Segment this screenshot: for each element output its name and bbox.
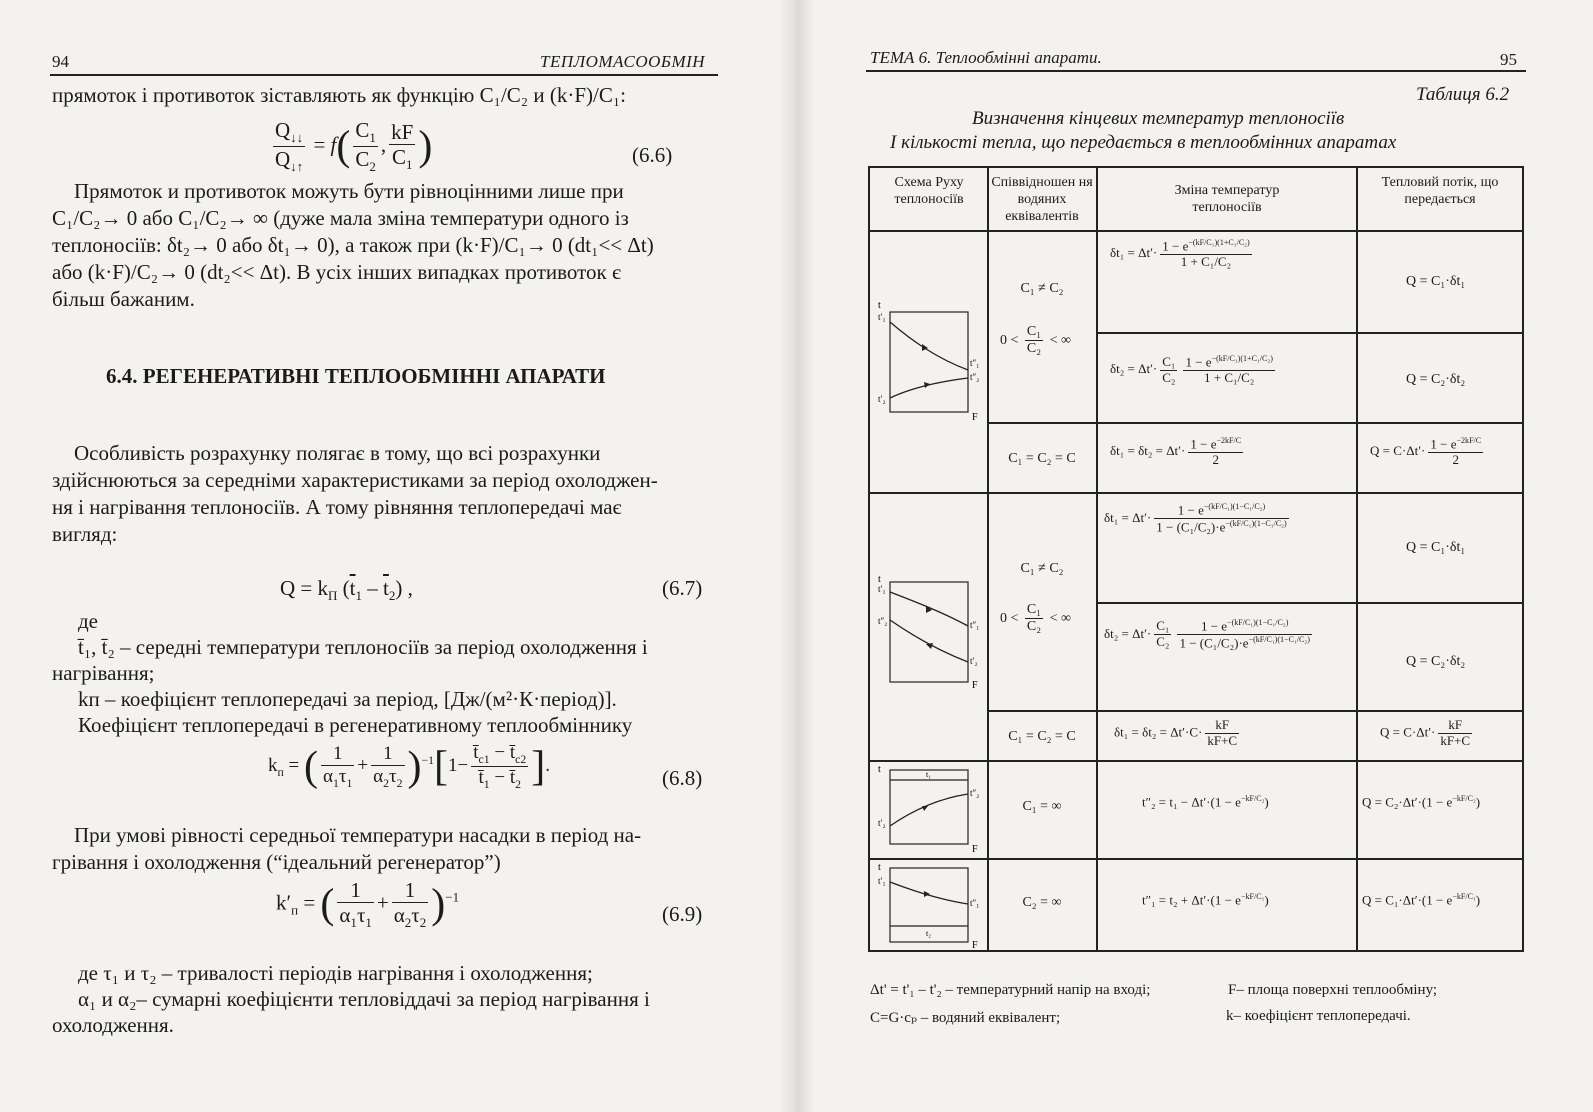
cond-equal-counter: C₁ = C₂ = C [1008,729,1076,744]
q-equal-parallel: Q = C·Δt′· $\frac{1 - e^{-2kF/C}}{2}$ [1370,436,1482,468]
paragraph-equivalence [52,178,720,313]
svg-text:t: t [878,764,881,775]
svg-text:t″₂: t″₂ [878,616,888,626]
right-page-number: 95 [1500,50,1517,69]
q-c1-dt1-parallel: Q = C₁·δt₁ [1406,274,1466,289]
formula-dt2-counter: δt₂ = Δt′· $\frac{\text{C₁}}{\text{C₂}}$ $\frac{1 - e^{-(kF/C_1)(1-C_1/C_2)}}{1 - (C_1/C_2)\cdot e^{-(kF/C_1)(1-C_1/C_2)}}$ [1104,618,1310,651]
para-line: вигляд: [52,522,118,546]
paragraph-ideal [52,822,720,876]
cond-c1-ne-c2-counter: C₁ ≠ C₂ [1020,561,1064,576]
table-hline [1096,332,1522,334]
left-page [0,0,790,1112]
q-c2-dt2-parallel: Q = C₂·δt₂ [1406,372,1466,387]
cond-c2-infinite: C₂ = ∞ [1022,895,1062,910]
table-title-line1: Визначення кінцевих температур теплоносіїв [972,108,1345,129]
footnote-k: k– коефіцієнт теплопередачі. [1226,1008,1411,1024]
table-title-line2: І кількості тепла, що передається в теплообмінних апаратах [890,132,1397,153]
definition-t: t̄₁, t̄₂ – середні температури теплоносіїв за період охолодження і [78,635,648,659]
svg-text:t: t [878,574,881,585]
svg-text:t″₁: t″₁ [970,620,980,630]
eq-number-6-9: (6.9) [662,902,703,926]
footnote-dt: Δt' = t'₁ – t'₂ – температурний напір на вході; [870,982,1151,998]
svg-text:t: t [878,862,881,873]
table-hline [987,710,1522,712]
definition-k: kп – коефіцієнт теплопередачі за період, [Дж/(м²·К·період)]. [78,687,617,711]
para-line: При умові рівності середньої температури насадки в період на- [74,823,642,847]
svg-text:F: F [972,940,978,950]
evaporating-flow-diagram [876,862,982,950]
formula-dt2-parallel: δt₂ = Δt′· $\frac{\text{C₁}}{\text{C₂}}$ $\frac{1 - e^{-(kF/C_1)(1+C_1/C_2)}}{\text{1 + C₁/C₂}}$ [1110,353,1273,386]
para-line: Особливість розрахунку полягає в тому, що всі розрахунки [74,441,601,465]
q-c1-dt1-counter: Q = C₁·δt₁ [1406,540,1466,555]
definition-tau: де τ₁ и τ₂ – тривалості періодів нагрівання і охолодження; [78,961,593,985]
definition-t-cont: нагрівання; [52,661,155,685]
formula-equal-parallel: δt₁ = δt₂ = Δt′· $\frac{1 - e^{-2kF/C}}{2}$ [1110,436,1242,468]
header-rule [50,74,718,76]
de-word-1: де [78,609,99,633]
para-line: C₁/C₂→ 0 або C₁/C₂→ ∞ (дуже мала зміна температури одного із [52,206,629,230]
para-line: здійснюються за середніми характеристиками за період охолоджен- [52,468,658,492]
table-vline [1356,168,1358,950]
para-line: або (k·F)/C₂→ 0 (dt₂<< Δt). В усіх інших випадках противоток є [52,260,621,284]
svg-text:t″₂: t″₂ [970,372,980,382]
paragraph-regenerative [52,440,720,548]
equation-6-7: $Q = k_П$ $(\overline{t}_1 - \overline{t}_2)$ , [280,576,413,604]
table-hline [870,858,1522,860]
parallel-flow-diagram [876,298,982,422]
table-hline [987,422,1522,424]
table-label: Таблиця 6.2 [1416,84,1510,105]
line-coefficient: Коефіцієнт теплопередачі в регенеративному теплообміннику [78,713,633,737]
table-hline [870,760,1522,762]
header-water-equivalents: Співвідношен ня водяних еквівалентів [991,175,1093,224]
condensing-flow-diagram [876,764,982,854]
q-equal-counter: Q = C·Δt′· $\frac{kF}{kF+C}$ [1380,717,1471,748]
counter-flow-diagram [876,572,982,690]
cond-equal-parallel: C₁ = C₂ = C [1008,451,1076,466]
svg-text:F: F [972,844,978,854]
para-line: грівання і охолодження (“ідеальний регенератор”) [52,850,501,874]
table-hline [1096,602,1522,604]
q-c2-dt2-counter: Q = C₂·δt₂ [1406,654,1466,669]
formula-equal-counter: δt₁ = δt₂ = Δt′·C· $\frac{kF}{kF+C}$ [1114,717,1238,748]
footnote-f: F– площа поверхні теплообміну; [1228,982,1438,998]
intro-line: прямоток і противоток зіставляють як функцію C₁/C₂ и (k·F)/C₁: [52,83,627,107]
para-line: більш бажаним. [52,287,195,311]
equation-6-6: $\frac{Q_{↓↓}}{Q_{↓↑}}$ = f( $\frac{C_1}{C_2}$ , $\frac{kF}{C_1}$ ) [275,118,433,175]
equation-6-8: $k_п$ = ( $\frac{1}{\alpha_1\tau_1}$ + $\frac{1}{\alpha_2\tau_2}$ )$^{-1}$[1− $\frac{t̄_{c1} - t̄_{c2}}{t̄_1 - t̄_2}$ ]. [268,742,551,792]
section-heading: 6.4. РЕГЕНЕРАТИВНІ ТЕПЛООБМІННІ АПАРАТИ [106,364,606,388]
right-header-rule [866,70,1526,72]
svg-text:t: t [878,300,881,311]
para-line: ня і нагрівання теплоносіїв. А тому рівняння теплопередачі має [52,495,622,519]
svg-text:t₁: t₁ [926,770,932,779]
cond-ratio-range: 0 < $\frac{\text{C₁}}{\text{C₂}}$ < ∞ [1000,324,1072,357]
eq-number-6-6: (6.6) [632,143,673,167]
table-hline [870,492,1522,494]
eq-number-6-7: (6.7) [662,576,703,600]
q-c1-infinite: $Q = C_2\cdot\Delta t'\cdot(1 - e^{-kF/C_2})$ [1362,794,1481,810]
table-hline [870,230,1522,232]
header-temperature-change: Зміна температур теплоносіїв [1174,183,1280,215]
cond-c1-infinite: C₁ = ∞ [1022,799,1062,814]
svg-text:t′₁: t′₁ [878,312,886,322]
svg-text:t″₁: t″₁ [970,358,980,368]
cond-ratio-range-counter: 0 < $\frac{\text{C₁}}{\text{C₂}}$ < ∞ [1000,602,1072,635]
svg-text:F: F [972,680,978,690]
running-header: ТЕПЛОМАСООБМІН [540,52,706,71]
header-heat-flow: Тепловий потік, що передається [1381,175,1499,207]
cond-c1-ne-c2: C₁ ≠ C₂ [1020,281,1064,296]
formula-t2-final: $t''_2 = t_1 - \Delta t'\cdot(1 - e^{-kF/C_2})$ [1142,794,1269,810]
footnote-c: C=G·cₚ – водяний еквівалент; [870,1010,1061,1026]
svg-text:t′₁: t′₁ [878,584,886,594]
eq-number-6-8: (6.8) [662,766,703,790]
svg-text:t′₂: t′₂ [878,818,886,828]
svg-text:t₂: t₂ [926,929,932,938]
definition-alpha-cont: охолодження. [52,1013,174,1037]
formula-t1-final: $t''_1 = t_2 + \Delta t'\cdot(1 - e^{-kF/C_1})$ [1142,892,1269,908]
svg-text:F: F [972,412,978,422]
svg-text:t′₁: t′₁ [878,876,886,886]
q-c2-infinite: $Q = C_1\cdot\Delta t'\cdot(1 - e^{-kF/C_1})$ [1362,892,1481,908]
temperature-table [868,166,1524,952]
svg-text:t″₂: t″₂ [970,788,980,798]
equation-6-9: $k'_п$ = ( $\frac{1}{\alpha_1\tau_1}$ + $\frac{1}{\alpha_2\tau_2}$ )$^{-1}$ [276,878,460,931]
svg-text:t′₂: t′₂ [970,656,978,666]
para-line: теплоносіїв: δt₂→ 0 або δt₁→ 0), а також при (k·F)/C₁→ 0 (dt₁<< Δt) [52,233,654,257]
definition-alpha: α₁ и α₂– сумарні коефіцієнти тепловіддачі за період нагрівання і [78,987,650,1011]
para-line: Прямоток и противоток можуть бути рівноцінними лише при [74,179,624,203]
header-flow-scheme: Схема Руху теплоносіїв [894,175,964,207]
formula-dt1-counter: δt₁ = Δt′· $\frac{1 - e^{-(kF/C_1)(1-C_1/C_2)}}{1 - (C_1/C_2)\cdot e^{-(kF/C_1)(1-C_1/C_2)}}$ [1104,502,1287,535]
formula-dt1-parallel: δt₁ = Δt′· $\frac{1 - e^{-(kF/C_1)(1+C_1/C_2)}}{\text{1 + C₁/C₂}}$ [1110,238,1250,270]
right-running-header: ТЕМА 6. Теплообмінні апарати. [870,48,1102,67]
svg-text:t′₂: t′₂ [878,394,886,404]
table-vline [1096,168,1098,950]
table-vline [987,168,989,950]
page-number: 94 [52,52,69,71]
svg-text:t″₁: t″₁ [970,898,980,908]
